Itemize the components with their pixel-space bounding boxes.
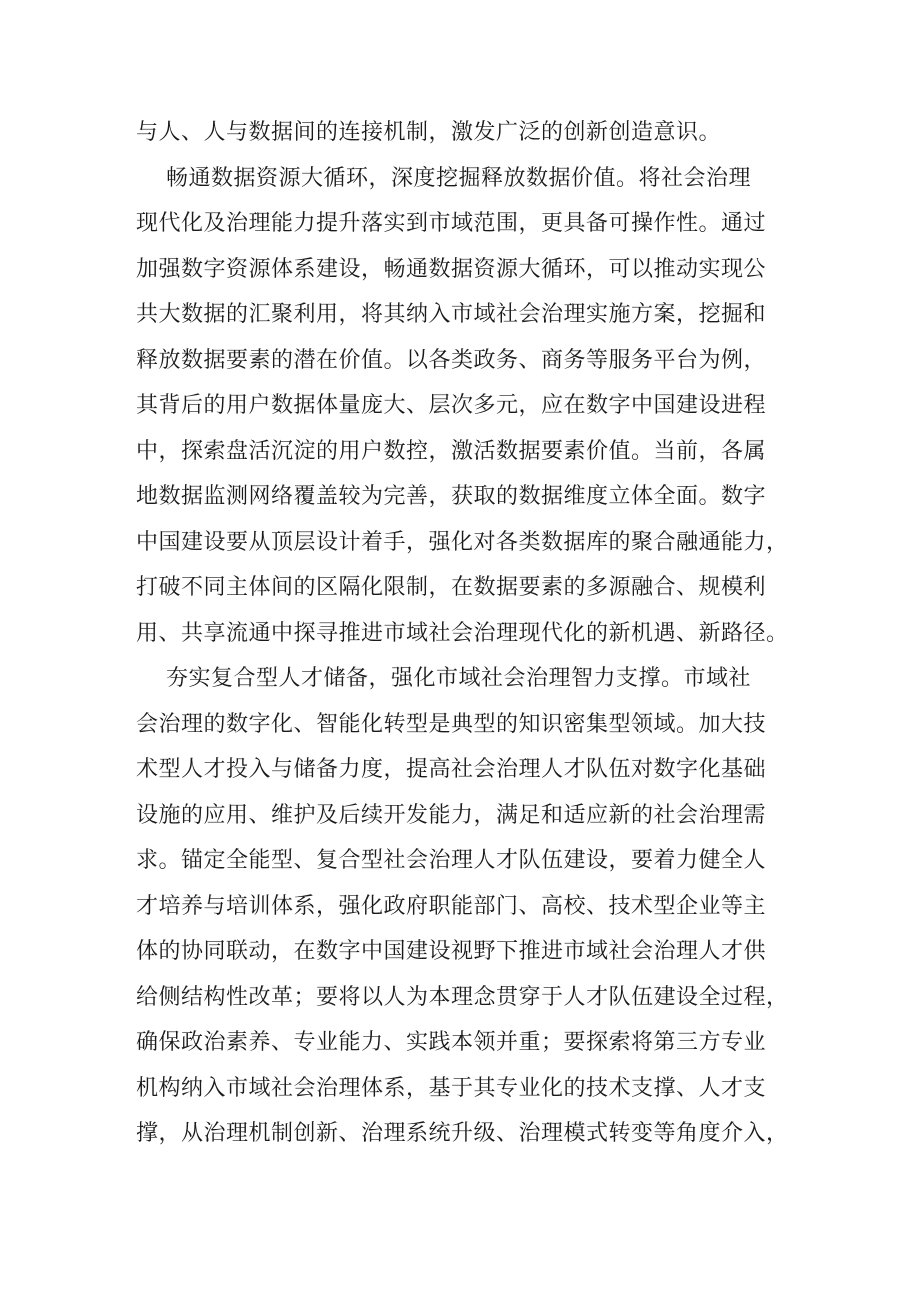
- text-line: 地数据监测网络覆盖较为完善，获取的数据维度立体全面。数字: [136, 484, 767, 509]
- paragraph-1: [136, 110, 796, 156]
- text-line: 给侧结构性改革；要将以人为本理念贯穿于人才队伍建设全过程，: [136, 984, 789, 1010]
- text-line: 求。锚定全能型、复合型社会治理人才队伍建设，要着力健全人: [136, 848, 767, 873]
- text-line: 机构纳入市域社会治理体系，基于其专业化的技术支撑、人才支: [136, 1075, 767, 1101]
- text-line: 用、共享流通中探寻推进市域社会治理现代化的新机遇、新路径。: [136, 620, 789, 646]
- paragraph-2: [136, 156, 796, 657]
- paragraph-3: [136, 656, 796, 1157]
- text-line: 共大数据的汇聚利用，将其纳入市域社会治理实施方案，挖掘和: [136, 302, 767, 327]
- text-line: 术型人才投入与储备力度，提高社会治理人才队伍对数字化基础: [136, 757, 767, 782]
- text-line: 才培养与培训体系，强化政府职能部门、高校、技术型企业等主: [136, 893, 767, 919]
- text-line: 现代化及治理能力提升落实到市域范围，更具备可操作性。通过: [136, 211, 767, 236]
- text-line: 加强数字资源体系建设，畅通数据资源大循环，可以推动实现公: [136, 256, 767, 282]
- text-line: 打破不同主体间的区隔化限制，在数据要素的多源融合、规模利: [136, 575, 767, 600]
- text-line: 设施的应用、维护及后续开发能力，满足和适应新的社会治理需: [136, 802, 767, 828]
- text-line: 夯实复合型人才储备，强化市域社会治理智力支撑。市域社: [136, 666, 751, 691]
- text-line: 中，探索盘活沉淀的用户数控，激活数据要素价值。当前，各属: [136, 438, 767, 464]
- text-line: 会治理的数字化、智能化转型是典型的知识密集型领域。加大技: [136, 711, 767, 737]
- text-line: 确保政治素养、专业能力、实践本领并重；要探索将第三方专业: [136, 1030, 767, 1055]
- text-line: 撑，从治理机制创新、治理系统升级、治理模式转变等角度介入，: [136, 1121, 789, 1146]
- document-body: [136, 110, 796, 1157]
- text-line: 体的协同联动，在数字中国建设视野下推进市域社会治理人才供: [136, 939, 767, 964]
- text-line: 释放数据要素的潜在价值。以各类政务、商务等服务平台为例，: [136, 347, 767, 373]
- text-line: 中国建设要从顶层设计着手，强化对各类数据库的聚合融通能力，: [136, 529, 789, 555]
- text-line: 与人、人与数据间的连接机制，激发广泛的创新创造意识。: [136, 120, 722, 145]
- text-line: 其背后的用户数据体量庞大、层次多元，应在数字中国建设进程: [136, 393, 767, 418]
- text-line: 畅通数据资源大循环，深度挖掘释放数据价值。将社会治理: [136, 165, 751, 191]
